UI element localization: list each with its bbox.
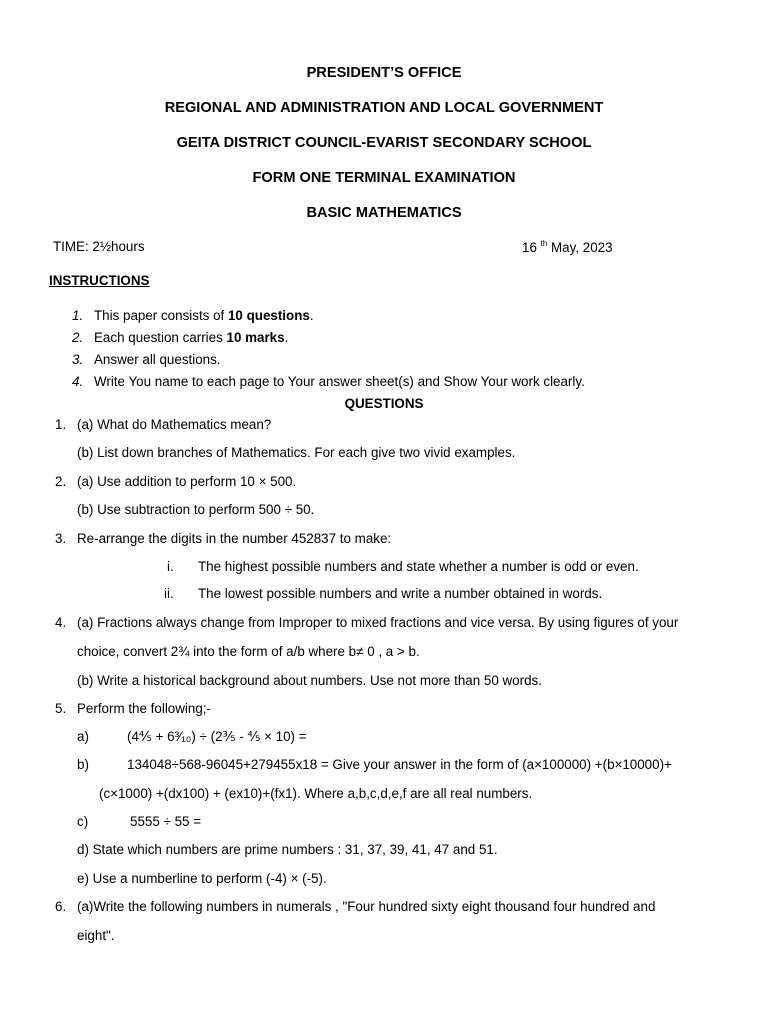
sub-item: e) Use a numberline to perform (-4) × (-5). <box>77 871 327 886</box>
header-exam: FORM ONE TERMINAL EXAMINATION <box>252 170 516 186</box>
instruction-number: 1. <box>72 308 84 323</box>
question-part: choice, convert 2¾ into the form of a/b where b≠ 0 , a > b. <box>77 644 420 659</box>
sub-item-label: c) <box>77 814 89 829</box>
instruction-item: Answer all questions. <box>94 352 221 367</box>
header-subject: BASIC MATHEMATICS <box>306 205 462 221</box>
question-text: Re-arrange the digits in the number 452837 to make: <box>77 531 392 546</box>
sub-item: 5555 ÷ 55 = <box>130 814 202 829</box>
sub-item-number: i. <box>167 559 174 574</box>
questions-heading: QUESTIONS <box>344 396 424 411</box>
question-part: (a)Write the following numbers in numerals , "Four hundred sixty eight thousand four hundred and <box>77 899 656 914</box>
instruction-number: 4. <box>72 374 84 389</box>
instruction-item: Write You name to each page to Your answer sheet(s) and Show Your work clearly. <box>94 374 585 389</box>
question-part: (a) Fractions always change from Improper to mixed fractions and vice versa. By using figures of your <box>77 615 679 630</box>
sub-item: d) State which numbers are prime numbers : 31, 37, 39, 41, 47 and 51. <box>77 842 498 857</box>
header-office: PRESIDENT’S OFFICE <box>306 65 462 81</box>
exam-date: 16 $^{th}$ May, 2023 <box>522 239 613 255</box>
question-number: 1. <box>55 417 67 432</box>
exam-time: TIME: 2½hours <box>53 239 145 254</box>
question-number: 2. <box>55 474 67 489</box>
question-text: Perform the following;- <box>77 701 211 716</box>
instruction-number: 2. <box>72 330 84 345</box>
question-number: 6. <box>55 899 67 914</box>
header-school: GEITA DISTRICT COUNCIL-EVARIST SECONDARY SCHOOL <box>176 135 592 151</box>
sub-item-label: b) <box>77 757 89 772</box>
instruction-item: Each question carries 10 marks. <box>94 330 289 345</box>
sub-item: The highest possible numbers and state whether a number is odd or even. <box>198 559 639 574</box>
question-part: (a) What do Mathematics mean? <box>77 417 272 432</box>
sub-item: (c×1000) +(dx100) + (ex10)+(fx1). Where a,b,c,d,e,f are all real numbers. <box>99 786 533 801</box>
sub-item-number: ii. <box>164 586 174 601</box>
sub-item-label: a) <box>77 729 89 744</box>
sub-item: 134048÷568-96045+279455x18 = Give your answer in the form of (a×100000) +(b×10000)+ <box>127 757 672 772</box>
question-number: 3. <box>55 531 67 546</box>
instruction-item: This paper consists of 10 questions. <box>94 308 314 323</box>
instruction-number: 3. <box>72 352 84 367</box>
header-region: REGIONAL AND ADMINISTRATION AND LOCAL GOVERNMENT <box>164 100 604 116</box>
instructions-heading: INSTRUCTIONS <box>49 273 150 288</box>
question-number: 5. <box>55 701 67 716</box>
question-number: 4. <box>55 615 67 630</box>
question-part: (b) Write a historical background about numbers. Use not more than 50 words. <box>77 673 542 688</box>
sub-item: (4⅘ + 6³⁄₁₀) ÷ (2⅗ - ⅘ × 10) = <box>127 729 307 744</box>
question-part: (b) List down branches of Mathematics. For each give two vivid examples. <box>77 445 516 460</box>
question-part: (b) Use subtraction to perform 500 ÷ 50. <box>77 502 315 517</box>
question-part: eight". <box>77 928 115 943</box>
question-part: (a) Use addition to perform 10 × 500. <box>77 474 297 489</box>
sub-item: The lowest possible numbers and write a number obtained in words. <box>198 586 603 601</box>
